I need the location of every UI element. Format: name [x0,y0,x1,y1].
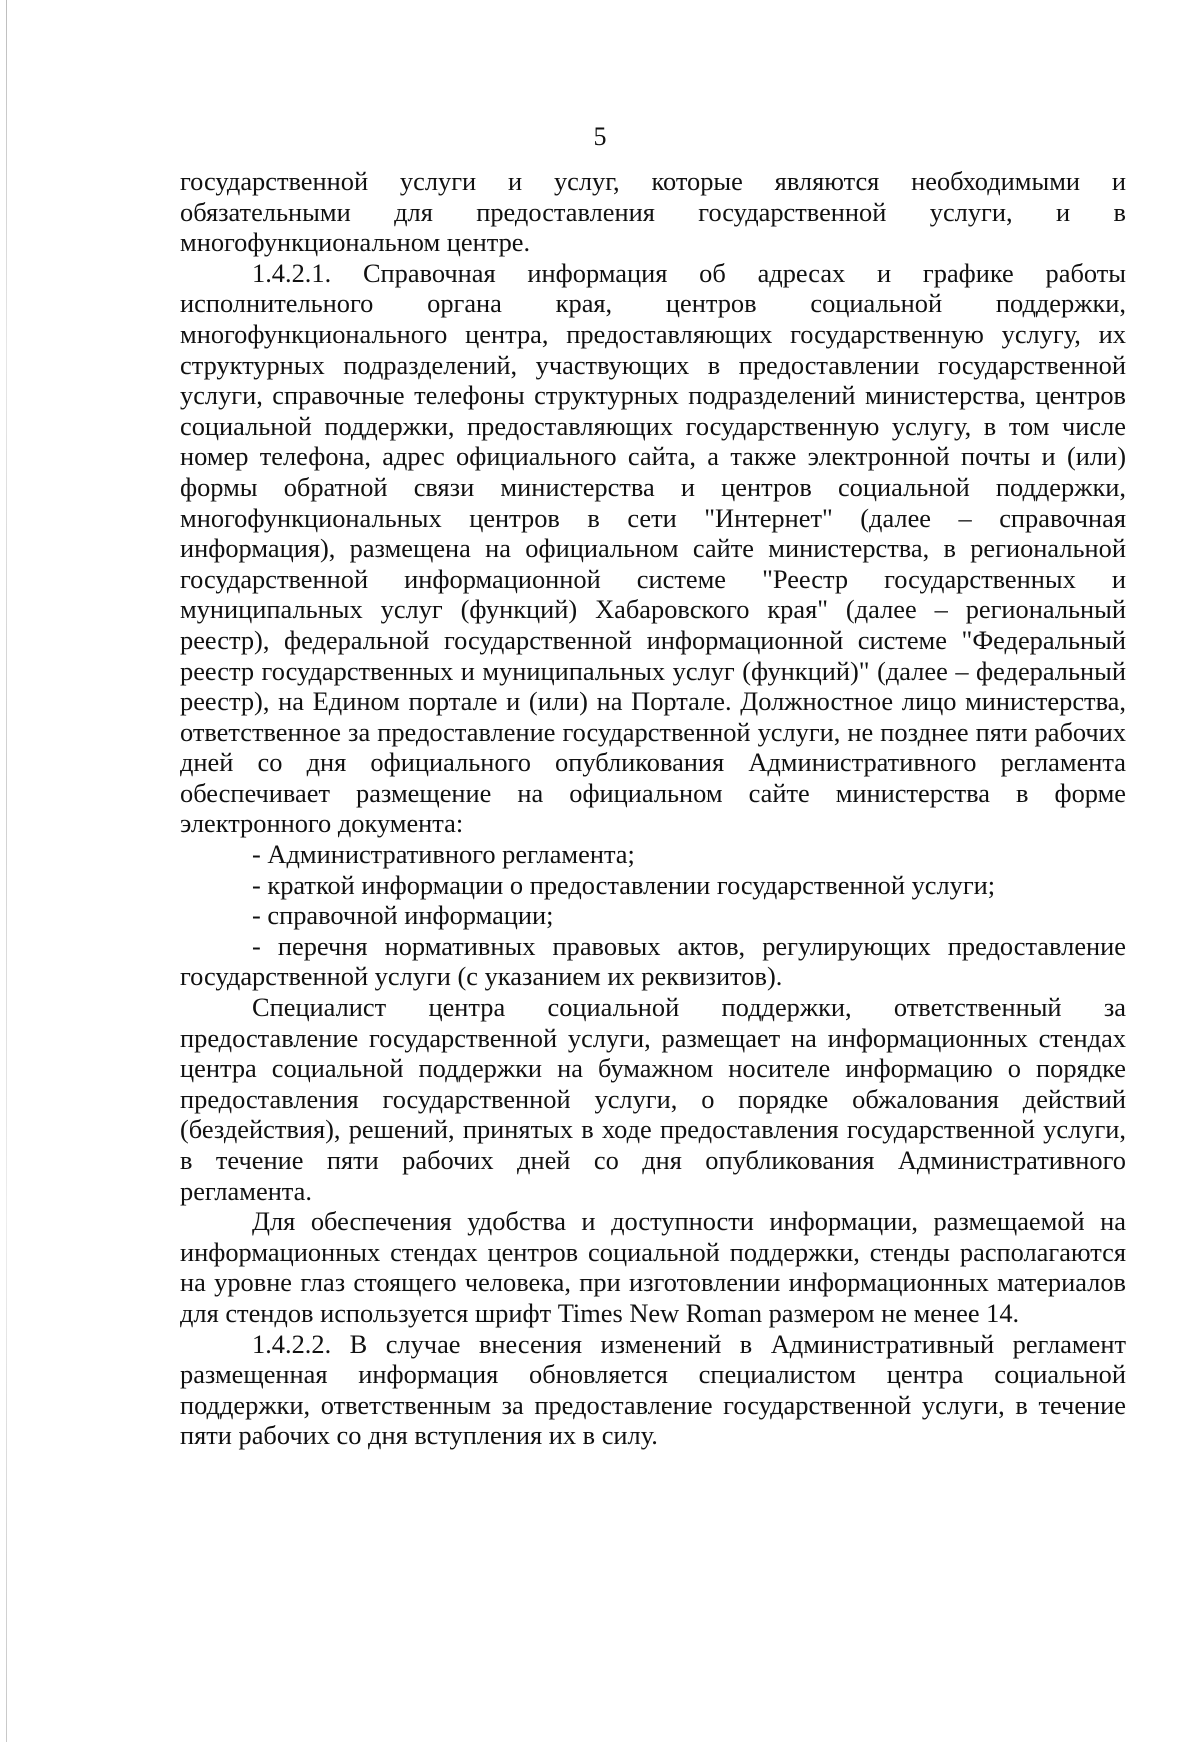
paragraph-1-4-2-2: 1.4.2.2. В случае внесения изменений в Административный регламент размещенная информация обновляется специалистом центра социальной поддержки, ответственным за предоставление государственной услуги, в течение пяти рабочих со дня вступления их в силу. [180,1328,1126,1451]
list-item-brief-info: - краткой информации о предоставлении государственной услуги; [252,869,996,900]
document-body [180,166,1126,1451]
paragraph-specialist: Специалист центра социальной поддержки, ответственный за предоставление государственной услуги, размещает на информационных стендах центра социальной поддержки на бумажном носителе информацию о порядке предоставления государственной услуги, о порядке обжалования действий (бездействия), решений, принятых в ходе предоставления государственной услуги, в течение пяти рабочих дней со дня опубликования Административного регламента. [180,992,1126,1206]
page-number: 5 [593,122,607,151]
paragraph-1-4-2-1: 1.4.2.1. Справочная информация об адресах и графике работы исполнительного органа края, центров социальной поддержки, многофункционального центра, предоставляющих государственную услугу, их структурных подразделений, участвующих в предоставлении государственной услуги, справочные телефоны структурных подразделений министерства, центров социальной поддержки, предоставляющих государственную услугу, в том числе номер телефона, адрес официального сайта, а также электронной почты и (или) формы обратной связи министерства и центров социальной поддержки, многофункциональных центров в сети "Интернет" (далее – справочная информация), размещена на официальном сайте министерства, в региональной государственной информационной системе "Реестр государственных и муниципальных услуг (функций) Хабаровского края" (далее – региональный реестр), федеральной государственной информационной системе "Федеральный реестр государственных и муниципальных услуг (функций)" (далее – федеральный реестр), на Едином портале и (или) на Портале. Должностное лицо министерства, ответственное за предоставление государственной услуги, не позднее пяти рабочих дней со дня официального опубликования Административного регламента обеспечивает размещение на официальном сайте министерства в форме электронного документа: [180,257,1126,839]
paragraph-continuation: государственной услуги и услуг, которые являются необходимыми и обязательными для предоставления государственной услуги, и в многофункциональном центре. [180,166,1126,258]
scan-edge-line [6,0,7,1742]
paragraph-stands: Для обеспечения удобства и доступности информации, размещаемой на информационных стендах центров социальной поддержки, стенды располагаются на уровне глаз стоящего человека, при изготовлении информационных материалов для стендов используется шрифт Times New Roman размером не менее 14. [180,1206,1126,1328]
list-item-reference-info: - справочной информации; [252,900,554,931]
list-item-legal-acts: - перечня нормативных правовых актов, регулирующих предоставление государственной услуги (с указанием их реквизитов). [180,930,1126,992]
list-item-regulation: - Административного регламента; [252,839,635,870]
